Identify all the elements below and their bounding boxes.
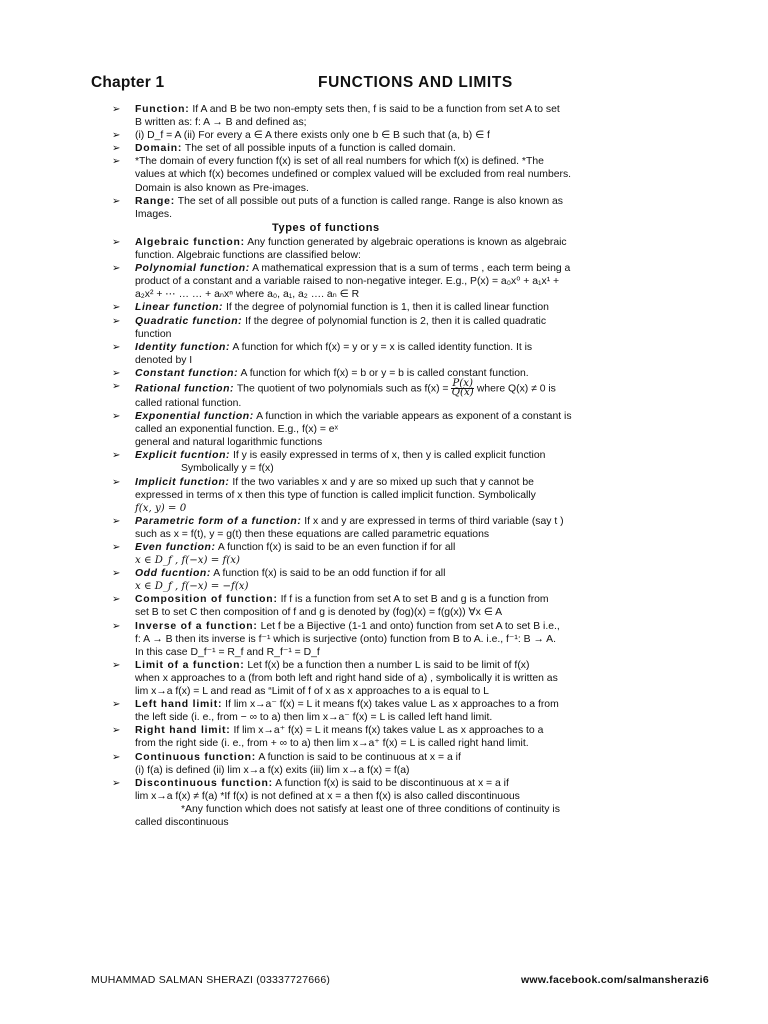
definition-text: from the right side (i. e., from + ∞ to a) then lim x→a⁺ f(x) = L is called right hand limit. — [135, 738, 529, 750]
definition-text: where Q(x) ≠ 0 is — [476, 383, 556, 395]
definition-text: Let f be a Bijective (1-1 and onto) function from set A to set B i.e., — [260, 620, 560, 632]
definition-text: If A and B be two non-empty sets then, f is said to be a function from set A to set — [192, 104, 560, 115]
bullet-arrow-icon: ➢ — [112, 699, 121, 711]
definition-text: If lim x→a⁺ f(x) = L it means f(x) takes value L as x approaches to a — [233, 725, 544, 737]
definition-text: called an exponential function. E.g., f(x) = eˣ — [135, 424, 338, 436]
list-item-explicit — [112, 449, 682, 475]
bullet-arrow-icon: ➢ — [112, 620, 121, 632]
definition-text: If the degree of polynomial function is 1, then it is called linear function — [226, 302, 549, 314]
definition-text: lim x→a f(x) = L and read as “Limit of f of x as x approaches to a is equal to L — [135, 686, 489, 698]
list-item-exponential — [112, 410, 682, 449]
term-label: Implicit function: — [135, 476, 230, 488]
term-label: Exponential function: — [135, 411, 254, 423]
bullet-arrow-icon: ➢ — [112, 411, 121, 423]
definition-text: set B to set C then composition of f and g is denoted by (fog)(x) = f(g(x)) ∀x ∈ A — [135, 607, 503, 619]
bullet-arrow-icon: ➢ — [112, 777, 121, 789]
term-label: Function: — [135, 104, 190, 115]
term-label: Range: — [135, 195, 176, 207]
definition-text: If f is a function from set A to set B and g is a function from — [280, 594, 549, 606]
list-item-domain-note — [112, 155, 682, 194]
term-label: Polynomial function: — [135, 263, 250, 275]
definition-text: A mathematical expression that is a sum of terms , each term being a — [252, 263, 571, 275]
bullet-arrow-icon: ➢ — [112, 104, 121, 115]
term-label: Domain: — [135, 143, 183, 155]
bullet-arrow-icon: ➢ — [112, 156, 121, 168]
page-footer — [91, 974, 709, 988]
list-item-discontinuous — [112, 777, 682, 829]
term-label: Limit of a function: — [135, 659, 245, 671]
definition-text: If the degree of polynomial function is 2, then it is called quadratic — [245, 315, 547, 327]
fraction-denominator: Q(x) — [451, 386, 474, 398]
term-label: Left hand limit: — [135, 699, 223, 711]
definition-text: general and natural logarithmic functions — [135, 437, 323, 449]
formula-text: x ∈ D_f , f(−x) = f(x) — [135, 555, 240, 567]
definition-text: (i) D_f = A (ii) For every a ∈ A there exists only one b ∈ B such that (a, b) ∈ f — [135, 130, 490, 142]
definition-text: denoted by I — [135, 354, 193, 366]
definition-text: If lim x→a⁻ f(x) = L it means f(x) takes value L as x approaches to a from — [225, 699, 559, 711]
term-label: Continuous function: — [135, 751, 257, 763]
definition-text: The quotient of two polynomials such as f(x) = — [236, 383, 449, 395]
term-label: Algebraic function: — [135, 236, 245, 248]
chapter-label: Chapter 1 — [91, 74, 165, 91]
list-item-algebraic — [112, 236, 682, 262]
bullet-arrow-icon: ➢ — [112, 195, 121, 207]
definition-text: A function f(x) is said to be discontinuous at x = a if — [275, 777, 509, 789]
definition-text: A function in which the variable appears as exponent of a constant is — [256, 411, 572, 423]
list-item-function — [112, 103, 682, 129]
bullet-arrow-icon: ➢ — [112, 515, 121, 527]
definition-text: Domain is also known as Pre-images. — [135, 182, 309, 194]
bullet-arrow-icon: ➢ — [112, 568, 121, 580]
bullet-arrow-icon: ➢ — [112, 143, 121, 155]
bullet-arrow-icon: ➢ — [112, 130, 121, 142]
term-label: Parametric form of a function: — [135, 515, 302, 527]
definition-text: Images. — [135, 208, 172, 220]
definition-text: *The domain of every function f(x) is set of all real numbers for which f(x) is defined. *The — [135, 156, 544, 168]
list-item-composition — [112, 593, 682, 619]
author-credit: MUHAMMAD SALMAN SHERAZI (03337727666) — [91, 974, 331, 986]
bullet-arrow-icon: ➢ — [112, 236, 121, 248]
list-item-implicit — [112, 476, 682, 515]
definition-text: called rational function. — [135, 397, 242, 409]
bullet-arrow-icon: ➢ — [112, 594, 121, 606]
list-item-conditions — [112, 129, 682, 142]
term-label: Constant function: — [135, 367, 239, 379]
bullet-arrow-icon: ➢ — [112, 341, 121, 353]
term-label: Identity function: — [135, 341, 231, 353]
bullet-arrow-icon: ➢ — [112, 751, 121, 763]
definition-text: Let f(x) be a function then a number L is said to be limit of f(x) — [247, 659, 530, 671]
list-item-linear — [112, 301, 682, 314]
bullet-arrow-icon: ➢ — [112, 450, 121, 462]
definition-text: The set of all possible inputs of a function is called domain. — [184, 143, 456, 155]
definition-text: function. Algebraic functions are classified below: — [135, 250, 361, 262]
list-item-identity — [112, 341, 682, 367]
fraction — [451, 377, 474, 398]
term-label: Composition of function: — [135, 594, 278, 606]
definition-text: A function for which f(x) = b or y = b is called constant function. — [240, 367, 529, 379]
list-item-even — [112, 541, 682, 567]
formula-text: f(x, y) = 0 — [135, 502, 187, 514]
chapter-title: FUNCTIONS AND LIMITS — [318, 74, 513, 91]
term-label: Explicit fucntion: — [135, 450, 231, 462]
definition-text: such as x = f(t), y = g(t) then these equations are called parametric equations — [135, 528, 490, 540]
list-item-continuous — [112, 751, 682, 777]
section-heading: Types of functions — [272, 221, 380, 234]
definition-text: the left side (i. e., from − ∞ to a) then lim x→a⁻ f(x) = L is called left hand limit. — [135, 712, 493, 724]
term-label: Rational function: — [135, 383, 235, 395]
bullet-arrow-icon: ➢ — [112, 542, 121, 553]
term-label: Right hand limit: — [135, 725, 231, 737]
bullet-arrow-icon: ➢ — [112, 302, 121, 314]
content-body — [112, 103, 682, 829]
definition-text: product of a constant and a variable raised to non-negative integer. E.g., P(x) = a₀x⁰ + a₁x¹ + — [135, 276, 560, 288]
list-item-odd — [112, 567, 682, 593]
bullet-arrow-icon: ➢ — [112, 367, 121, 379]
bullet-arrow-icon: ➢ — [112, 263, 121, 275]
list-item-polynomial — [112, 262, 682, 301]
list-item-right-limit — [112, 724, 682, 750]
list-item-range — [112, 195, 682, 221]
list-item-constant — [112, 367, 682, 380]
list-item-limit — [112, 659, 682, 698]
definition-text: B written as: f: A → B and defined as; — [135, 117, 307, 129]
definition-text: *Any function which does not satisfy at least one of three conditions of continuity is — [181, 803, 560, 815]
definition-text: In this case D_f⁻¹ = R_f and R_f⁻¹ = D_f — [135, 646, 320, 658]
facebook-link[interactable]: www.facebook.com/salmansherazi6 — [520, 974, 709, 986]
definition-text: A function f(x) is said to be an even function if for all — [217, 542, 456, 553]
term-label: Even function: — [135, 542, 216, 553]
term-label: Odd fucntion: — [135, 568, 211, 580]
formula-text: Symbolically y = f(x) — [181, 463, 274, 475]
term-label: Linear function: — [135, 302, 224, 314]
definition-text: expressed in terms of x then this type of function is called implicit function. Symbolically — [135, 489, 536, 501]
bullet-arrow-icon: ➢ — [112, 380, 121, 392]
bullet-arrow-icon: ➢ — [112, 315, 121, 327]
definition-text: (i) f(a) is defined (ii) lim x→a f(x) exits (iii) lim x→a f(x) = f(a) — [135, 764, 410, 776]
definition-text: If y is easily expressed in terms of x, then y is called explicit function — [232, 450, 546, 462]
definition-text: A function for which f(x) = y or y = x is called identity function. It is — [232, 341, 533, 353]
definition-text: A function is said to be continuous at x = a if — [258, 751, 461, 763]
definition-text: called discontinuous — [135, 816, 229, 828]
formula-text: a₂x² + ⋯ … … + aₙxⁿ where a₀, a₁, a₂ …. aₙ ∈ R — [135, 289, 360, 301]
fraction-numerator: P(x) — [452, 377, 473, 389]
page-header — [91, 74, 708, 96]
list-item-quadratic — [112, 315, 682, 341]
definition-text: lim x→a f(x) ≠ f(a) *If f(x) is not defined at x = a then f(x) is also called discontinuous — [135, 790, 520, 802]
definition-text: f: A → B then its inverse is f⁻¹ which is surjective (onto) function from B to A. i.e., f⁻¹: B → A. — [135, 633, 556, 645]
definition-text: The set of all possible out puts of a function is called range. Range is also known as — [177, 195, 563, 207]
bullet-arrow-icon: ➢ — [112, 476, 121, 488]
term-label: Inverse of a function: — [135, 620, 258, 632]
definition-text: If the two variables x and y are so mixed up such that y cannot be — [232, 476, 534, 488]
list-item-parametric — [112, 515, 682, 541]
bullet-arrow-icon: ➢ — [112, 659, 121, 671]
term-label: Discontinuous function: — [135, 777, 273, 789]
list-item-inverse — [112, 620, 682, 659]
definition-text: A function f(x) is said to be an odd function if for all — [213, 568, 446, 580]
list-item-rational — [112, 377, 682, 410]
definition-text: function — [135, 328, 172, 340]
list-item-left-limit — [112, 698, 682, 724]
definition-text: values at which f(x) becomes undefined or complex valued will be excluded from real numbers. — [135, 169, 572, 181]
bullet-arrow-icon: ➢ — [112, 725, 121, 737]
definition-text: Any function generated by algebraic operations is known as algebraic — [247, 236, 567, 248]
formula-text: x ∈ D_f , f(−x) = −f(x) — [135, 581, 249, 593]
term-label: Quadratic function: — [135, 315, 243, 327]
list-item-domain — [112, 142, 682, 155]
definition-text: If x and y are expressed in terms of third variable (say t ) — [304, 515, 564, 527]
definition-text: when x approaches to a (from both left and right hand side of a) , symbolically it is written as — [135, 672, 558, 684]
